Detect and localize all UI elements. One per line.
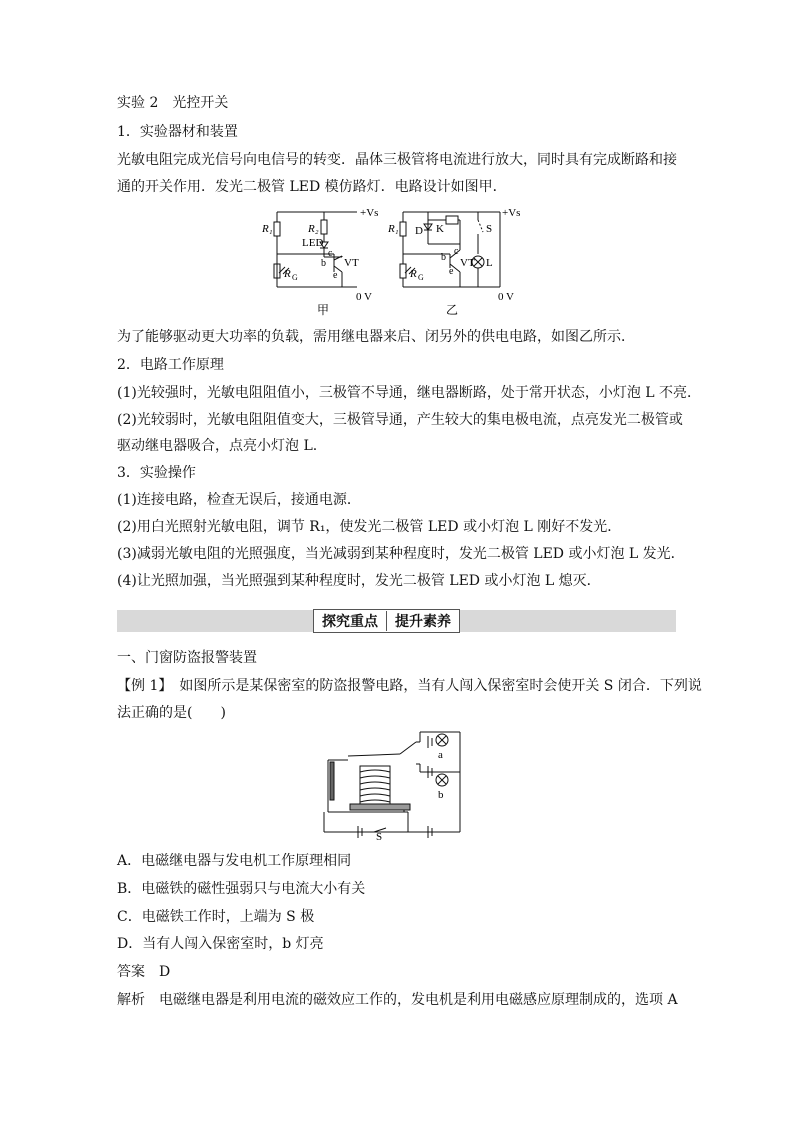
r1-label: R₁ <box>262 223 273 235</box>
experiment-title: 实验 2 光控开关 <box>117 95 229 111</box>
principle-1: (1)光较强时，光敏电阻阻值小，三极管不导通，继电器断路，处于常开状态，小灯泡 L 不亮． <box>117 385 702 401</box>
option-d: D．当有人闯入保密室时，b 灯亮 <box>117 936 324 952</box>
circuit-diagram-yi <box>388 202 528 320</box>
step-4: (4)让光照加强，当光照强到某种程度时，发光二极管 LED 或小灯泡 L 熄灭． <box>117 573 601 589</box>
b-label: b <box>321 258 326 269</box>
vs-label: +Vs <box>502 207 521 219</box>
option-b: B．电磁铁的磁性强弱只与电流大小有关 <box>117 881 366 897</box>
alarm-circuit-diagram <box>320 728 466 840</box>
circuit-diagram-jia <box>262 202 386 320</box>
step-3: (3)减弱光敏电阻的光照强度，当光减弱到某种程度时，发光二极管 LED 或小灯泡 L 发光． <box>117 546 685 562</box>
c-label: c <box>454 246 459 257</box>
section-1-title: 1．实验器材和装置 <box>117 124 238 140</box>
zero-volt-label: 0 V <box>498 291 514 303</box>
switch-label: S <box>486 223 493 235</box>
lamp-a-label: a <box>438 749 443 761</box>
lamp-label: L <box>486 257 493 269</box>
rg-label: R <box>284 268 291 280</box>
figure-caption-yi: 乙 <box>446 303 459 317</box>
principle-2-line-1: (2)光较弱时，光敏电阻阻值变大，三极管导通，产生较大的集电极电流，点亮发光二极管或 <box>117 412 683 428</box>
rg-label: R <box>410 268 417 280</box>
answer: 答案 D <box>117 964 171 980</box>
example-1-line-1: 【例 1】 如图所示是某保密室的防盗报警电路，当有人闯入保密室时会使开关 S 闭合．下列说 <box>117 678 702 694</box>
option-a: A．电磁继电器与发电机工作原理相同 <box>117 853 352 869</box>
paragraph-2: 为了能够驱动更大功率的负载，需用继电器来启、闭另外的供电电路，如图乙所示． <box>117 329 635 345</box>
figure-caption-jia: 甲 <box>317 303 330 317</box>
banner-left-text: 探究重点 <box>322 614 378 630</box>
example-1-line-2: 法正确的是( ) <box>117 705 226 721</box>
part-1-title: 一、门窗防盗报警装置 <box>117 650 257 666</box>
lamp-b-label: b <box>438 789 444 801</box>
c-label: c <box>328 248 333 259</box>
paragraph-1-line-2: 通的开关作用．发光二极管 LED 模仿路灯．电路设计如图甲． <box>117 179 507 195</box>
k-label: K <box>436 223 444 235</box>
vt-label: VT <box>460 257 475 269</box>
e-label: e <box>449 266 454 277</box>
r2-label: R₂ <box>308 223 319 235</box>
section-2-title: 2．电路工作原理 <box>117 357 224 373</box>
section-3-title: 3．实验操作 <box>117 465 196 481</box>
b-label: b <box>441 252 446 263</box>
switch-s-label: S <box>376 831 383 840</box>
step-1: (1)连接电路，检查无误后，接通电源． <box>117 492 361 508</box>
diode-label: D <box>415 225 423 237</box>
rg-subscript: G <box>292 273 298 282</box>
r1-label: R₁ <box>388 223 399 235</box>
vt-label: VT <box>344 257 359 269</box>
analysis: 解析 电磁继电器是利用电流的磁效应工作的，发电机是利用电磁感应原理制成的，选项 A <box>117 992 678 1008</box>
e-label: e <box>333 270 338 281</box>
led-label: LED <box>302 237 324 249</box>
vs-label: +Vs <box>360 207 379 219</box>
banner-right-text: 提升素养 <box>386 611 459 631</box>
rg-subscript: G <box>418 273 424 282</box>
option-c: C．电磁铁工作时，上端为 S 极 <box>117 909 315 925</box>
principle-2-line-2: 驱动继电器吸合，点亮小灯泡 L. <box>117 438 318 454</box>
section-banner <box>313 609 460 633</box>
zero-volt-label: 0 V <box>356 291 372 303</box>
step-2: (2)用白光照射光敏电阻，调节 R₁，使发光二极管 LED 或小灯泡 L 刚好不发光． <box>117 519 622 535</box>
paragraph-1-line-1: 光敏电阻完成光信号向电信号的转变．晶体三极管将电流进行放大，同时具有完成断路和接 <box>117 152 677 168</box>
